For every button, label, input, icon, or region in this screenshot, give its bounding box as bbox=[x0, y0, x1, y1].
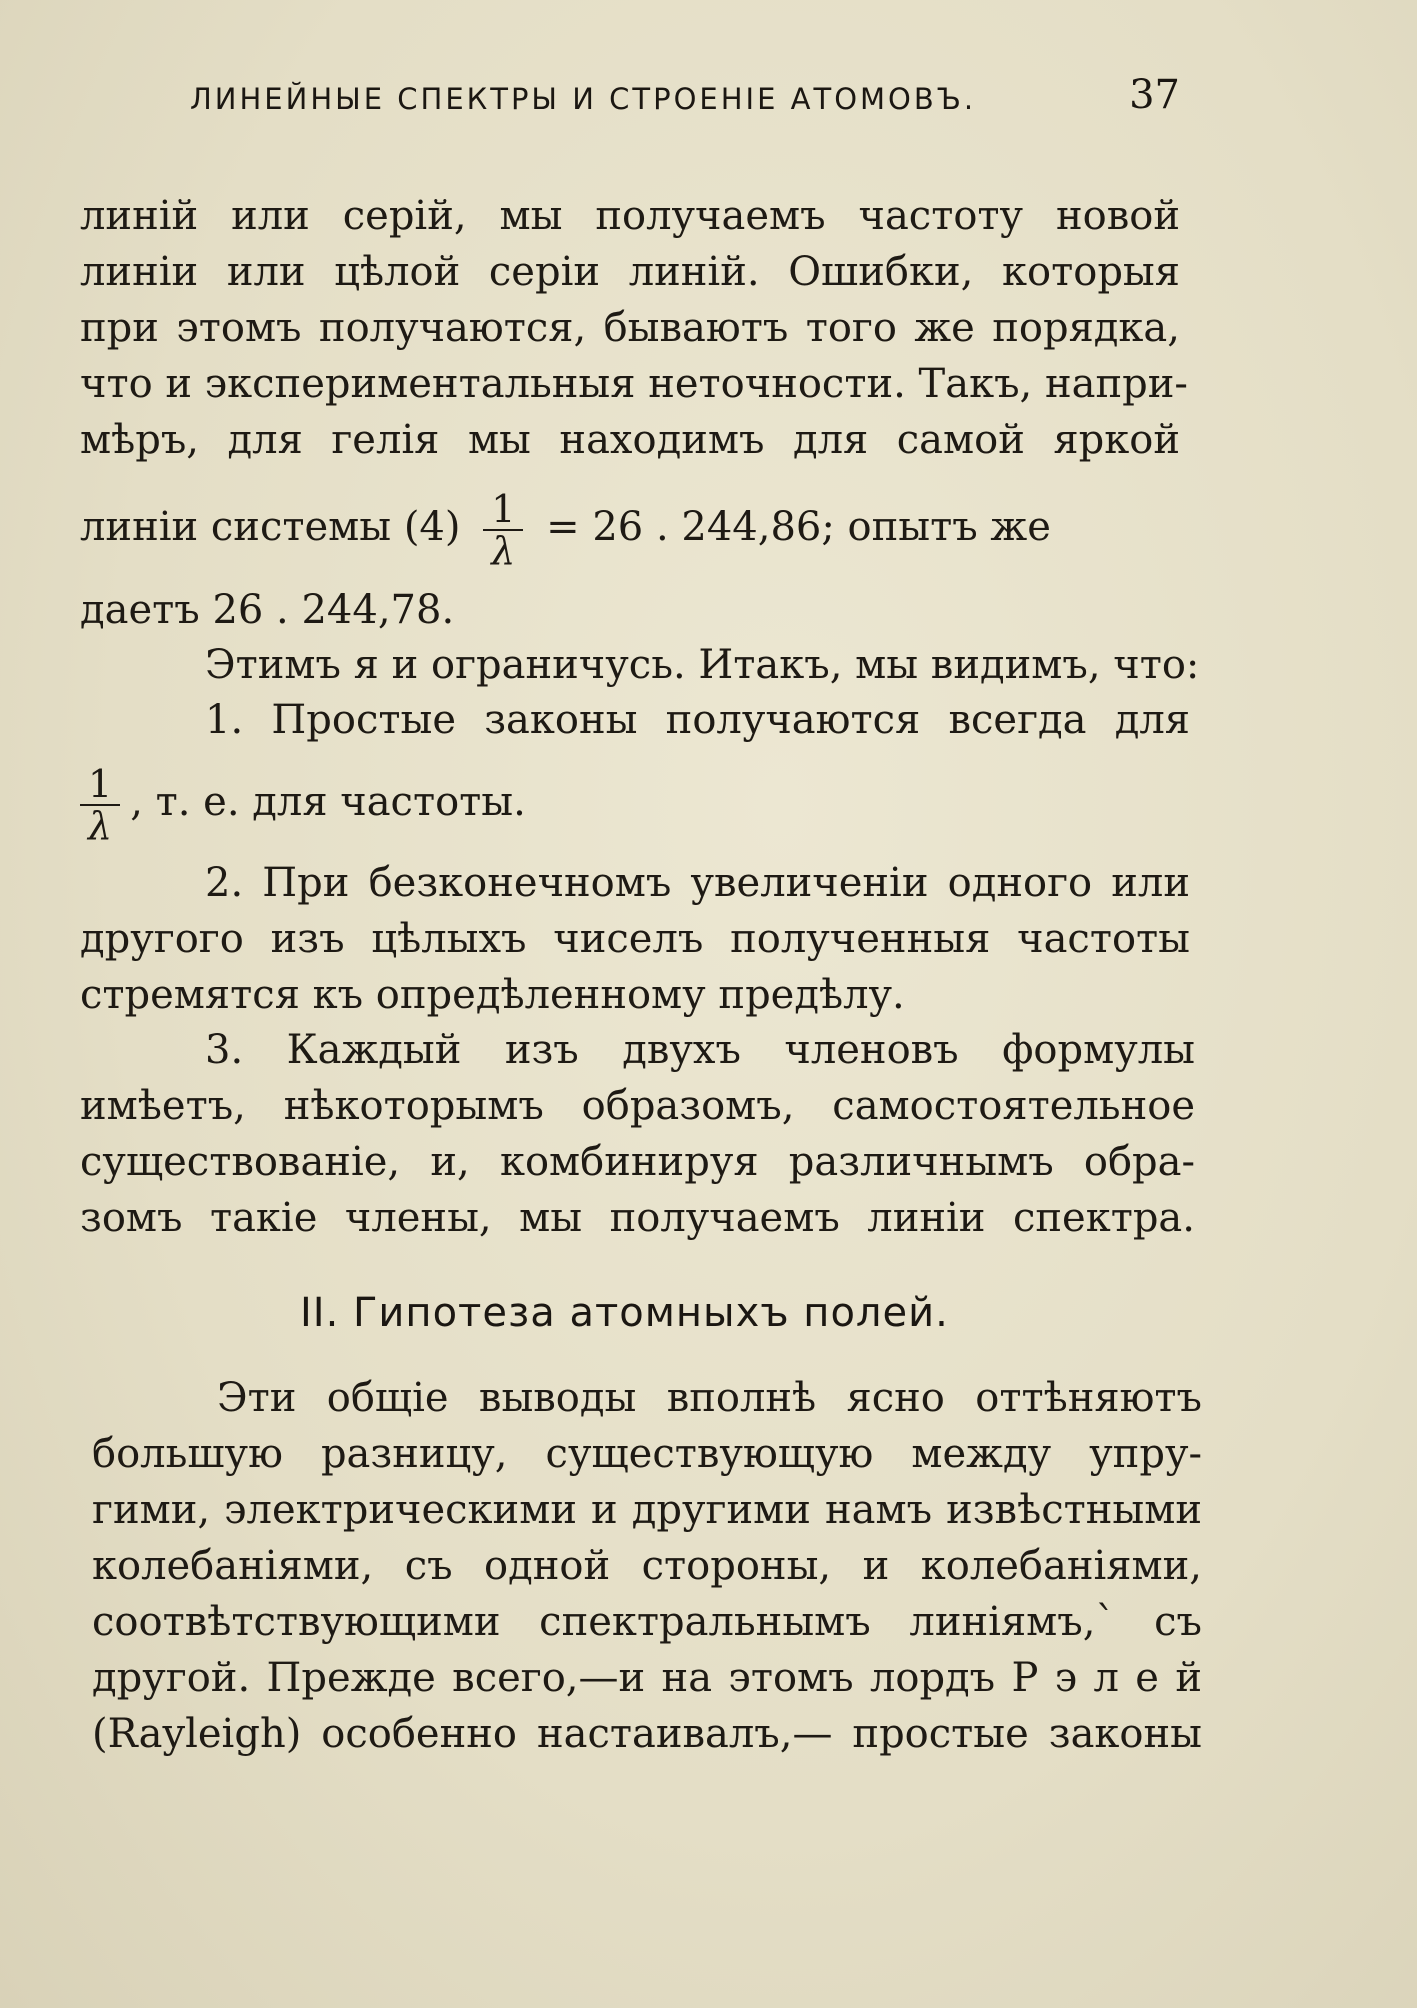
text-line: 2. При безконечномъ увеличеніи одного или bbox=[205, 860, 1190, 906]
fraction-numerator: 1 bbox=[80, 764, 120, 806]
paragraph-3 bbox=[92, 1370, 1202, 1762]
text-line: другой. Прежде всего,—и на этомъ лордъ Р э л е й bbox=[92, 1655, 1202, 1701]
text-line: имѣетъ, нѣкоторымъ образомъ, самостоятельное bbox=[80, 1083, 1195, 1129]
paragraph-1 bbox=[80, 188, 1188, 468]
running-title: ЛИНЕЙНЫЕ СПЕКТРЫ И СТРОЕНІЕ АТОМОВЪ. bbox=[190, 82, 977, 116]
text-line: большую разницу, существующую между упру- bbox=[92, 1431, 1202, 1477]
text-line: Этимъ я и ограничусь. Итакъ, мы видимъ, что: bbox=[205, 642, 1200, 688]
text-line: при этомъ получаются, бываютъ того же порядка, bbox=[80, 305, 1180, 351]
text-line: что и экспериментальныя неточности. Такъ, напри- bbox=[80, 361, 1188, 407]
list-item-2 bbox=[80, 855, 1190, 1023]
text-line: зомъ такіе члены, мы получаемъ линіи спектра. bbox=[80, 1195, 1195, 1241]
paragraph-2 bbox=[80, 637, 1200, 693]
text-line: линіи системы (4) bbox=[80, 504, 461, 550]
formula-line bbox=[80, 472, 1180, 582]
text-line: 1. Простые законы получаются всегда для bbox=[205, 697, 1190, 743]
fraction-denominator: λ bbox=[491, 529, 516, 573]
text-line: , т. е. для частоты. bbox=[130, 779, 526, 825]
text-line: мѣръ, для гелія мы находимъ для самой яркой bbox=[80, 417, 1180, 463]
text-line: соотвѣтствующими спектральнымъ линіямъ,` съ bbox=[92, 1599, 1202, 1645]
text-line: линіи или цѣлой серіи линій. Ошибки, которыя bbox=[80, 249, 1180, 295]
list-item-1 bbox=[80, 692, 1190, 748]
text-line: = 26 . 244,86; опытъ же bbox=[546, 504, 1051, 550]
list-item-3 bbox=[80, 1022, 1195, 1246]
text-line: стремятся къ опредѣленному предѣлу. bbox=[80, 972, 905, 1018]
text-line: существованіе, и, комбинируя различнымъ обра- bbox=[80, 1139, 1195, 1185]
text-line: линій или серій, мы получаемъ частоту новой bbox=[80, 193, 1180, 239]
fraction-denominator: λ bbox=[88, 804, 113, 848]
fraction-one-over-lambda bbox=[80, 764, 120, 846]
fraction-numerator: 1 bbox=[483, 489, 523, 531]
fraction-one-over-lambda bbox=[483, 489, 523, 571]
text-line: другого изъ цѣлыхъ чиселъ полученныя частоты bbox=[80, 916, 1190, 962]
section-heading: II. Гипотеза атомныхъ полей. bbox=[300, 1290, 949, 1336]
text-line: (Rayleigh) особенно настаивалъ,— простые законы bbox=[92, 1711, 1202, 1757]
text-line: даетъ 26 . 244,78. bbox=[80, 587, 455, 633]
page-number: 37 bbox=[1129, 72, 1180, 118]
paragraph-1-end bbox=[80, 582, 1180, 638]
text-line: 3. Каждый изъ двухъ членовъ формулы bbox=[205, 1027, 1195, 1073]
page-header bbox=[190, 72, 1180, 128]
text-line: гими, электрическими и другими намъ извѣстными bbox=[92, 1487, 1202, 1533]
list-item-1-continuation bbox=[80, 752, 1180, 852]
text-line: Эти общіе выводы вполнѣ ясно оттѣняютъ bbox=[217, 1375, 1202, 1421]
text-line: колебаніями, съ одной стороны, и колебаніями, bbox=[92, 1543, 1202, 1589]
